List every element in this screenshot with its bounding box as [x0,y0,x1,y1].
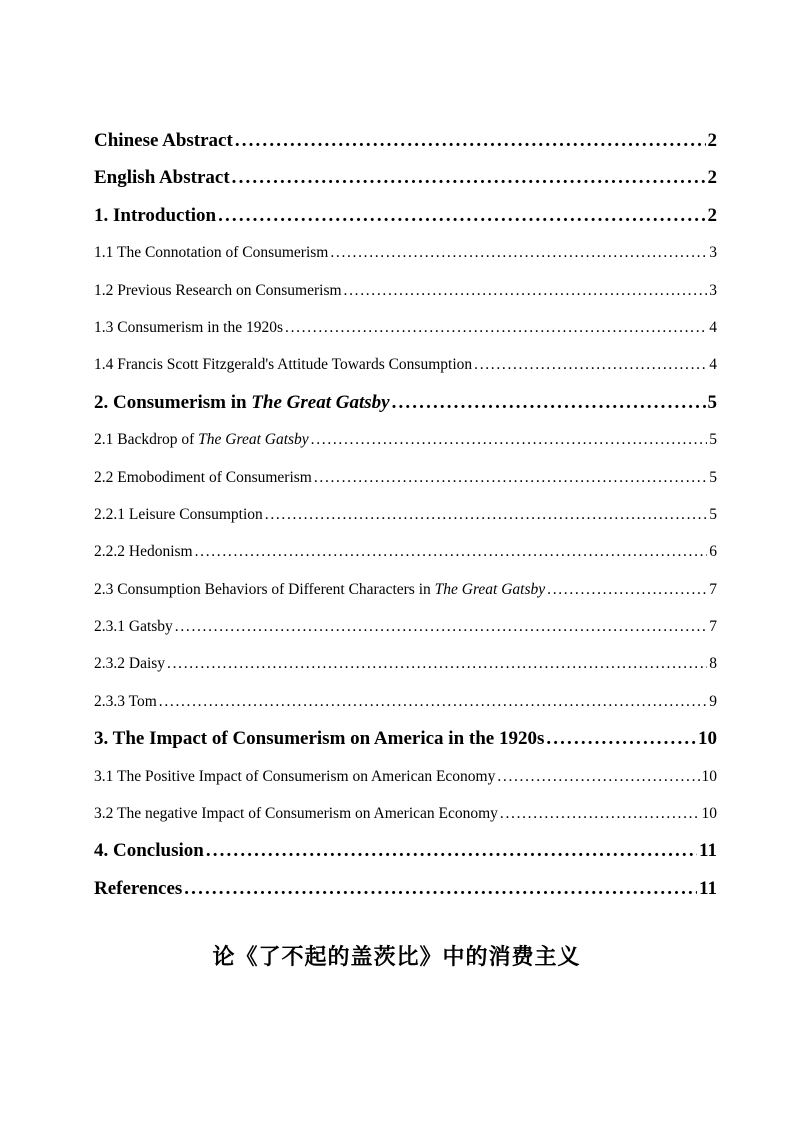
toc-entry-label: 3.2 The negative Impact of Consumerism on American Economy [94,805,498,823]
toc-entry[interactable] [94,496,717,533]
toc-entry[interactable] [94,608,717,645]
toc-entry[interactable] [94,459,717,496]
toc-entry-label-italic: The Great Gatsby [251,391,390,413]
toc-entry-label [94,421,309,458]
dot-leader [235,122,706,159]
dot-leader [497,758,699,795]
dot-leader [547,571,707,608]
toc-entry-label-prefix: 2. Consumerism in [94,391,252,413]
toc-entry-page-number: 4 [709,356,717,374]
toc-entry[interactable] [94,309,717,346]
toc-entry-label: 4. Conclusion [94,840,204,862]
dot-leader [285,309,707,346]
toc-entry-page-number: 3 [709,281,717,299]
dot-leader [314,459,707,496]
dot-leader [392,384,706,421]
toc-entry-page-number: 5 [709,431,717,449]
toc-entry-label: References [94,877,183,899]
toc-entry[interactable] [94,533,717,570]
dot-leader [195,533,708,570]
toc-entry-label: 1.4 Francis Scott Fitzgerald's Attitude Towards Consumption [94,356,473,374]
toc-entry-label-prefix: 2.3 Consumption Behaviors of Different Characters in [94,580,435,598]
toc-entry-page-number: 8 [709,655,717,673]
toc-entry[interactable] [94,758,717,795]
toc-entry-page-number: 9 [709,692,717,710]
toc-entry-page-number: 11 [699,840,717,862]
toc-entry-label: Chinese Abstract [94,130,233,151]
toc-entry[interactable] [94,645,717,682]
toc-entry-page-number: 10 [698,728,717,750]
toc-entry[interactable] [94,870,717,907]
toc-entry[interactable] [94,122,717,159]
toc-entry[interactable] [94,346,717,383]
dot-leader [474,346,707,383]
toc-entry-label: 2.2.1 Leisure Consumption [94,505,263,523]
toc-entry[interactable] [94,832,717,869]
toc-entry-page-number: 5 [707,391,717,413]
toc-entry-label [94,384,390,421]
toc-entry-page-number: 7 [709,618,717,636]
toc-entry-label: 1. Introduction [94,204,217,226]
toc-entry-label-prefix: 2.1 Backdrop of [94,431,199,449]
toc-entry-page-number: 11 [699,877,717,899]
dot-leader [330,234,707,271]
dot-leader [232,159,706,196]
toc-entry-label-italic: The Great Gatsby [434,580,546,598]
toc-entry[interactable] [94,421,717,458]
dot-leader [167,645,707,682]
toc-entry-page-number: 6 [709,543,717,561]
toc-entry-label: 2.3.2 Daisy [94,655,166,673]
toc-entry-page-number: 10 [701,767,717,785]
toc-entry-page-number: 10 [701,805,717,823]
dot-leader [159,683,707,720]
dot-leader [218,197,705,234]
toc-entry-page-number: 2 [707,204,717,226]
toc-entry-label: 1.2 Previous Research on Consumerism [94,281,342,299]
toc-entry-label: 1.1 The Connotation of Consumerism [94,244,329,262]
dot-leader [175,608,707,645]
toc-entry[interactable] [94,197,717,234]
dot-leader [546,720,696,757]
toc-entry-page-number: 5 [709,468,717,486]
dot-leader [265,496,707,533]
toc-entry[interactable] [94,159,717,196]
toc-entry-page-number: 3 [709,244,717,262]
chinese-title: 论《了不起的盖茨比》中的消费主义 [212,945,581,970]
toc-entry[interactable] [94,795,717,832]
toc-entry-page-number: 5 [709,505,717,523]
toc-entry-label: 1.3 Consumerism in the 1920s [94,318,284,336]
toc-entry[interactable] [94,234,717,271]
toc-entry-label: 2.3.3 Tom [94,692,157,710]
dot-leader [206,832,697,869]
table-of-contents [94,122,717,907]
toc-entry-label-italic: The Great Gatsby [198,431,309,449]
dot-leader [500,795,700,832]
dot-leader [311,421,708,458]
toc-entry-page-number: 2 [707,130,717,151]
toc-entry-label: 2.2.2 Hedonism [94,543,193,561]
toc-entry[interactable] [94,720,717,757]
toc-entry[interactable] [94,384,717,421]
dot-leader [184,870,697,907]
toc-entry-label: 3. The Impact of Consumerism on America in the 1920s [94,728,545,750]
toc-entry-page-number: 7 [709,580,717,598]
toc-entry-page-number: 4 [709,318,717,336]
toc-entry-label: 2.3.1 Gatsby [94,618,173,636]
toc-entry-page-number: 2 [707,167,717,189]
toc-entry-label [94,571,545,608]
toc-entry-label: 3.1 The Positive Impact of Consumerism on American Economy [94,767,496,785]
toc-entry[interactable] [94,272,717,309]
toc-entry[interactable] [94,683,717,720]
toc-entry-label: 2.2 Emobodiment of Consumerism [94,468,312,486]
toc-entry-label: English Abstract [94,167,230,189]
dot-leader [344,272,708,309]
toc-entry[interactable] [94,571,717,608]
